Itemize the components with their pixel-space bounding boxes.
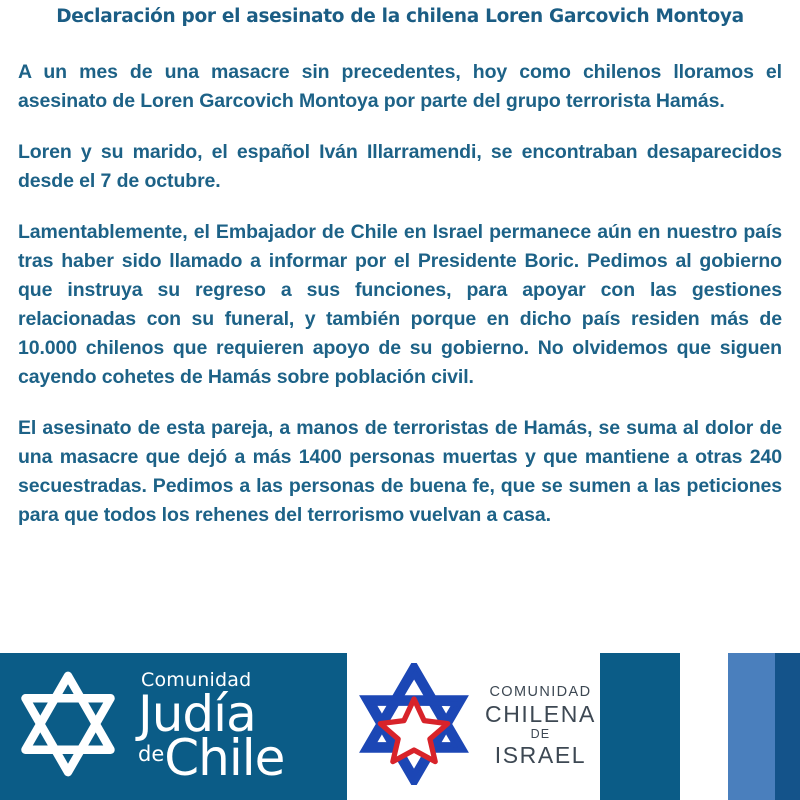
color-bar-teal [600,653,680,800]
logo-line-de: DE [530,727,551,742]
color-bar-dark-blue [775,653,800,800]
star-of-david-icon [12,668,124,785]
logo-line-de-chile [138,728,285,787]
comunidad-chilena-de-israel-logo [355,658,600,794]
logo-line-chilena: CHILENA [485,700,596,727]
paragraph-2: Loren y su marido, el español Iván Illarramendi, se encontraban desaparecidos desde el 7 de octubre. [18,141,782,192]
star-of-david-with-chilean-star-icon [355,663,473,790]
logo-word-de: de [138,741,165,766]
logo-line-comunidad: Comunidad [141,669,252,691]
comunidad-judia-wordmark [138,669,285,787]
color-bar-mid-blue [728,653,775,800]
paragraph-1: A un mes de una masacre sin precedentes, hoy como chilenos lloramos el asesinato de Loren Garcovich Montoya por parte del grupo terrorista Hamás. [18,61,782,112]
comunidad-chilena-israel-wordmark [485,684,596,768]
page-title: Declaración por el asesinato de la chilena Loren Garcovich Montoya [56,6,744,27]
color-bar-white [680,653,728,800]
logo-word-chile: Chile [164,728,285,787]
logo-line-israel: ISRAEL [494,741,587,768]
statement-body [18,58,782,530]
logo-line-judia: Judía [138,685,256,743]
logo-line-comunidad: COMUNIDAD [489,684,592,701]
paragraph-4: El asesinato de esta pareja, a manos de terroristas de Hamás, se suma al dolor de una masacre que dejó a más 1400 personas muertas y que mantiene a otras 240 secuestradas. Pedimos a las personas de buena fe, que se sumen a las peticiones para que todos los rehenes del terrorismo vuelvan a casa. [18,417,782,526]
comunidad-judia-de-chile-logo [8,661,343,792]
paragraph-3: Lamentablemente, el Embajador de Chile en Israel permanece aún en nuestro país tras haber sido llamado a informar por el Presidente Boric. Pedimos al gobierno que instruya su regreso a sus funciones, para apoyar con las gestiones relacionadas con su funeral, y también porque en dicho país residen más de 10.000 chilenos que requieren apoyo de su gobierno. No olvidemos que siguen cayendo cohetes de Hamás sobre población civil. [18,221,782,388]
